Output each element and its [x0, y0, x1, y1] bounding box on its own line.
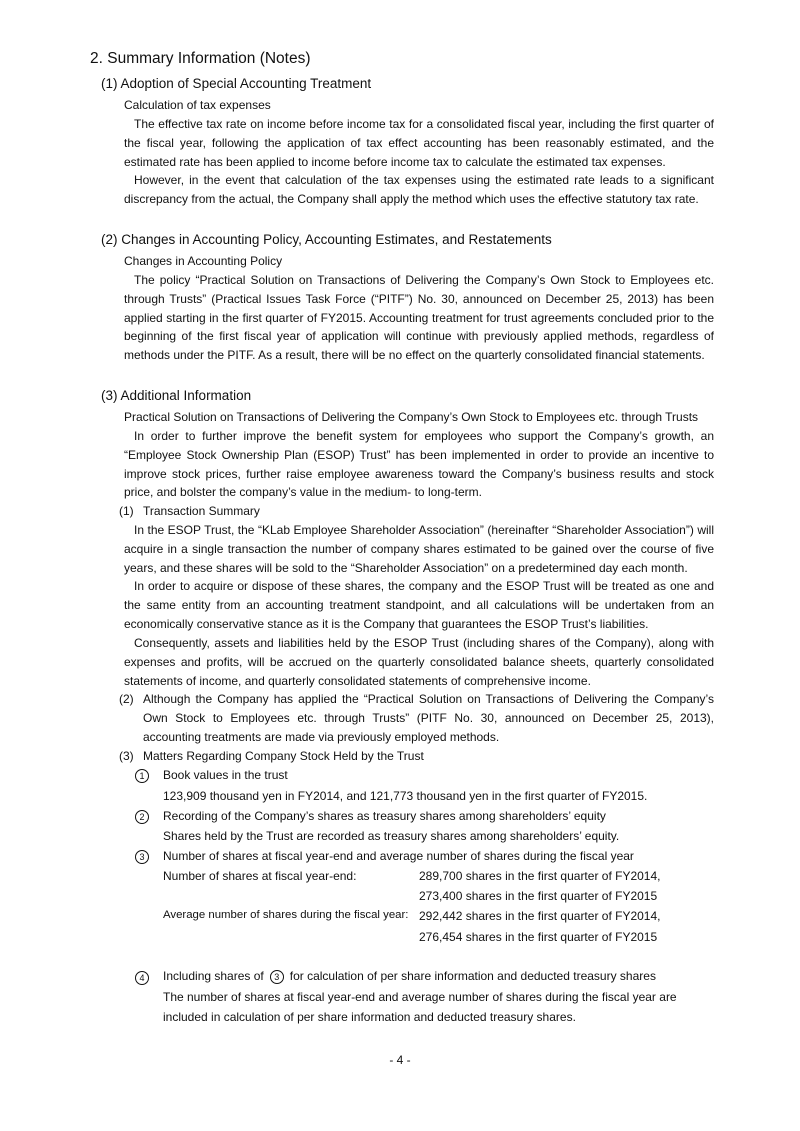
page-number: - 4 -	[389, 1053, 411, 1067]
paragraph-transaction-summary	[124, 521, 714, 577]
item-title-company-stock: Matters Regarding Company Stock Held by the Trust	[143, 749, 424, 763]
paragraph-tax-discrepancy-text: However, in the event that calculation of the tax expenses using the estimated rate leads to a significant discrepancy from the actual, the Company shall apply the method which uses the effective statutory tax rate.	[124, 173, 714, 206]
share-numbers-title: Number of shares at fiscal year-end and average number of shares during the fiscal year	[163, 849, 634, 863]
paragraph-accounting-entity	[124, 577, 714, 633]
per-share-title-end: for calculation of per share information and deducted treasury shares	[289, 969, 656, 983]
paragraph-pitf-policy	[124, 271, 714, 365]
per-share-text: The number of shares at fiscal year-end and average number of shares during the fiscal year are included in calculation of per share information and deducted treasury shares.	[163, 990, 677, 1024]
subsection-title-accounting-policy: (2) Changes in Accounting Policy, Accounting Estimates, and Restatements	[101, 232, 552, 247]
circled-number-3-inline: 3	[270, 970, 284, 984]
paragraph-accounting-entity-text: In order to acquire or dispose of these shares, the company and the ESOP Trust will be treated as one and the same entity from an accounting treatment standpoint, and all calculations will be undertaken from an economically conservative stance as it is the Company that guarantees the ESOP Trust’s liabilities.	[124, 579, 714, 631]
value-shares-year-end-fy2014: 289,700 shares in the first quarter of FY2014,	[419, 869, 661, 883]
circled-number-1: 1	[135, 769, 149, 783]
paragraph-esop-intro-text: In order to further improve the benefit system for employees who support the Company’s growth, an “Employee Stock Ownership Plan (ESOP) Trust” has been implemented in order to provide an incentive to improve stock prices, further raise employee awareness toward the Company’s business results and stock price, and bolster the company’s value in the medium- to long-term.	[124, 429, 714, 500]
paragraph-pitf-policy-text: The policy “Practical Solution on Transactions of Delivering the Company’s Own Stock to Employees etc. through Trusts” (Practical Issues Task Force (“PITF”) No. 30, announced on December 25, 2013) has been applied starting in the first quarter of FY2015. Accounting treatment for trust agreements concluded prior to the beginning of the first fiscal year of application will continue with previously applied methods, regardless of methods under the PITF. As a result, there will be no effect on the quarterly consolidated financial statements.	[124, 273, 714, 363]
subsection-title-special-accounting: (1) Adoption of Special Accounting Treatment	[101, 76, 372, 91]
subsection-title-additional-info: (3) Additional Information	[101, 388, 252, 403]
circled-number-2: 2	[135, 810, 149, 824]
circled-number-4: 4	[135, 971, 149, 985]
book-values-text: 123,909 thousand yen in FY2014, and 121,773 thousand yen in the first quarter of FY2015.	[163, 789, 648, 803]
section-heading: 2. Summary Information (Notes)	[90, 50, 311, 67]
value-shares-year-end-fy2015: 273,400 shares in the first quarter of FY2015	[419, 889, 658, 903]
paragraph-tax-rate-text: The effective tax rate on income before income tax for a consolidated fiscal year, including the first quarter of the fiscal year, following the application of tax effect accounting has been reasonably estimated, and the estimated rate has been applied to income before income tax to calculate the estimated tax expenses.	[124, 117, 714, 169]
item-title-transaction-summary: Transaction Summary	[143, 504, 260, 518]
item-number-3: (3)	[119, 749, 134, 763]
book-values-title: Book values in the trust	[163, 768, 288, 782]
treasury-recording-title: Recording of the Company’s shares as treasury shares among shareholders’ equity	[163, 809, 606, 823]
subsection-subtitle-practical-solution: Practical Solution on Transactions of Delivering the Company’s Own Stock to Employees etc. through Trusts	[124, 410, 699, 424]
label-average-shares: Average number of shares during the fiscal year:	[163, 909, 409, 921]
value-average-shares-fy2015: 276,454 shares in the first quarter of FY2015	[419, 930, 658, 944]
paragraph-assets-liabilities-text: Consequently, assets and liabilities held by the ESOP Trust (including shares of the Company), along with expenses and profits, will be accrued on the quarterly consolidated balance sheets, quarterly consolidated statements of income, and quarterly consolidated statements of comprehensive income.	[124, 636, 714, 688]
per-share-title-start: Including shares of	[163, 969, 264, 983]
paragraph-esop-intro	[124, 427, 714, 502]
per-share-title	[163, 969, 656, 984]
label-shares-year-end: Number of shares at fiscal year-end:	[163, 869, 357, 883]
treasury-recording-text: Shares held by the Trust are recorded as treasury shares among shareholders’ equity.	[163, 829, 620, 843]
paragraph-tax-rate	[124, 115, 714, 171]
item-number-1: (1)	[119, 504, 134, 518]
paragraph-assets-liabilities	[124, 634, 714, 690]
paragraph-transaction-summary-text: In the ESOP Trust, the “KLab Employee Shareholder Association” (hereinafter “Shareholder Association”) will acquire in a single transaction the number of company shares estimated to be gained over the course of five years, and these shares will be sold to the “Shareholder Association” on a predetermined day each month.	[124, 523, 714, 575]
paragraph-tax-discrepancy	[124, 171, 714, 209]
subsection-subtitle-tax-expenses: Calculation of tax expenses	[124, 98, 271, 112]
subsection-subtitle-policy-changes: Changes in Accounting Policy	[124, 254, 283, 268]
circled-number-3: 3	[135, 850, 149, 864]
value-average-shares-fy2014: 292,442 shares in the first quarter of FY2014,	[419, 909, 661, 923]
item-number-2: (2)	[119, 692, 134, 706]
paragraph-previous-methods: Although the Company has applied the “Practical Solution on Transactions of Delivering the Company’s Own Stock to Employees etc. through Trusts” (PITF No. 30, announced on December 25, 2013), accounting treatments are made via previously employed methods.	[143, 692, 714, 744]
